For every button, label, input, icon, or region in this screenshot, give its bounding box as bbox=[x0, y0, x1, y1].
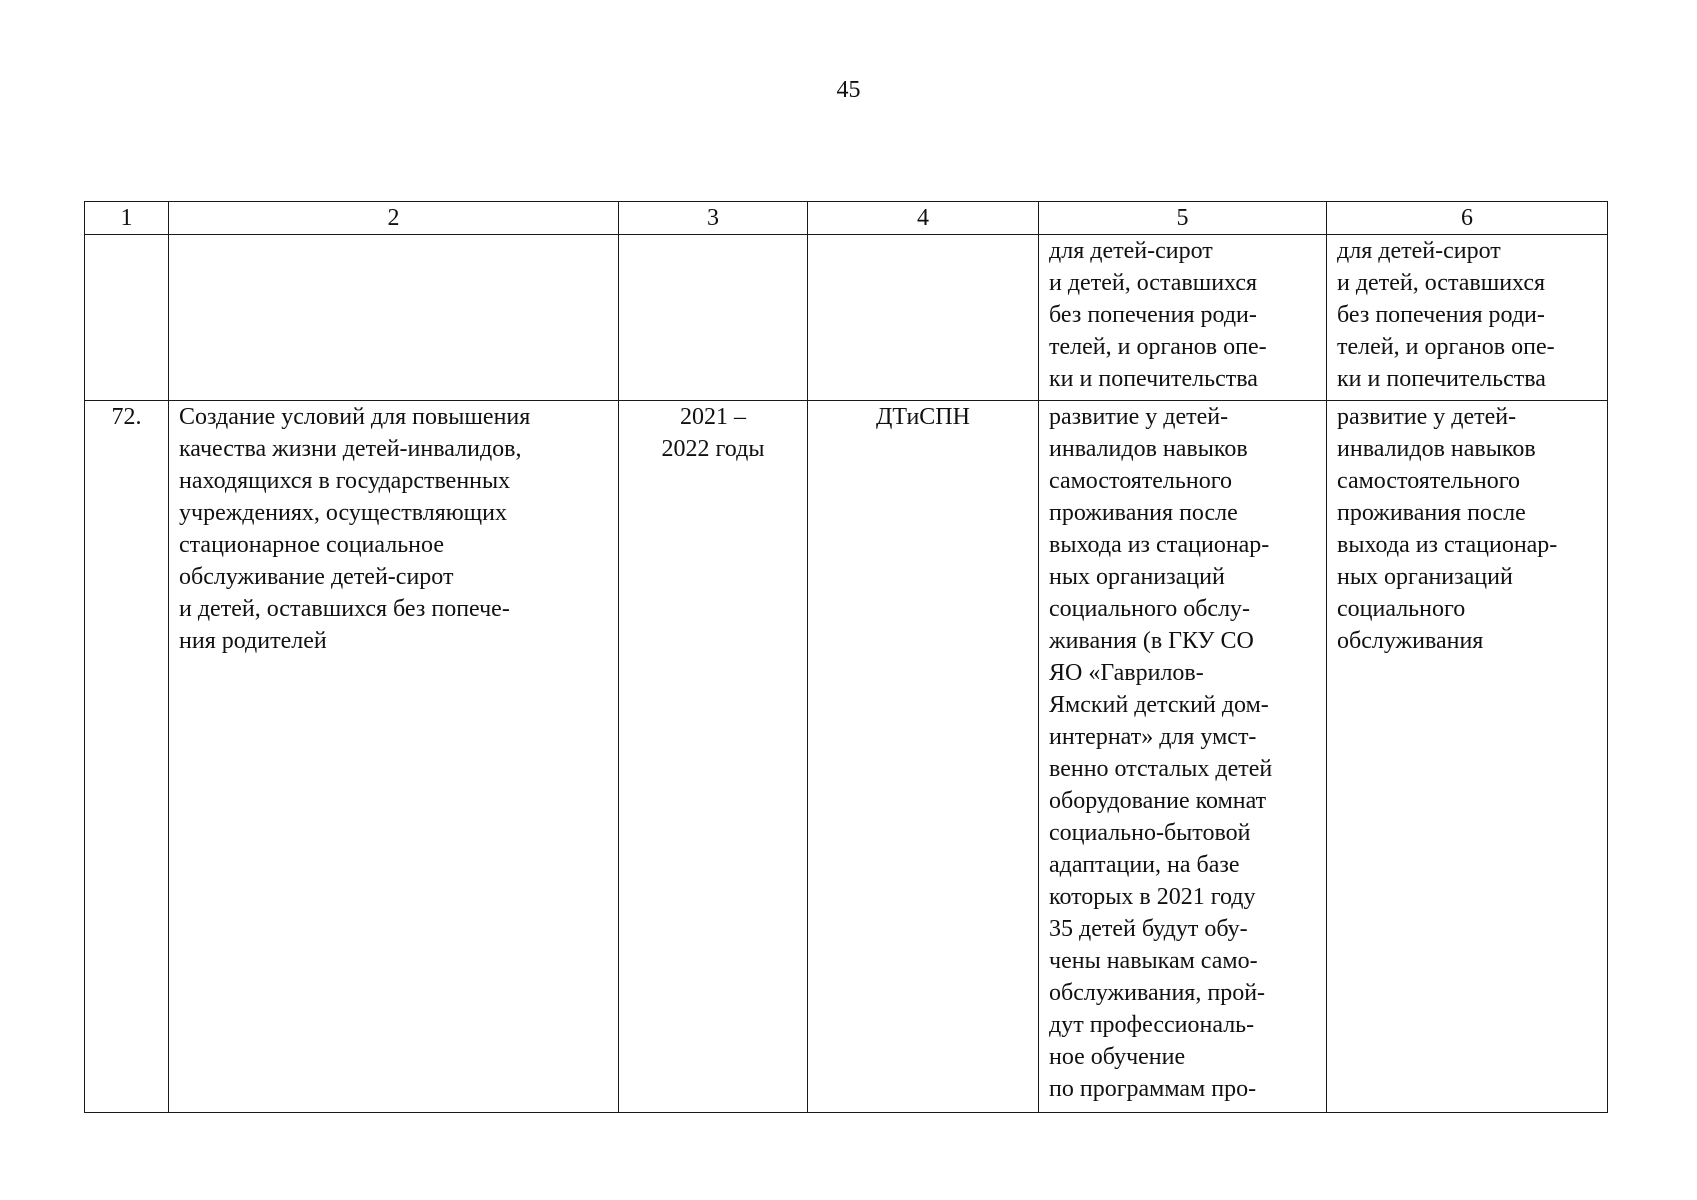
column-header-2: 2 bbox=[169, 202, 619, 235]
column-header-4: 4 bbox=[808, 202, 1039, 235]
measure-title-cell: Создание условий для повышения качества жизни детей-инвалидов, находящихся в государственных учреждениях, осуществляющих стационарное социальное обслуживание детей-сирот и детей, оставшихся без попече- ния родителей bbox=[169, 401, 619, 1113]
empty-cell bbox=[169, 235, 619, 401]
column-header-6: 6 bbox=[1327, 202, 1608, 235]
empty-cell bbox=[808, 235, 1039, 401]
page-number: 45 bbox=[836, 77, 861, 103]
table-row-72 bbox=[85, 401, 1608, 1113]
empty-cell bbox=[619, 235, 808, 401]
measures-table bbox=[84, 201, 1608, 1113]
table-header-row bbox=[85, 202, 1608, 235]
table-row-continuation bbox=[85, 235, 1608, 401]
continuation-result-cell: для детей-сирот и детей, оставшихся без попечения роди- телей, и органов опе- ки и попечительства bbox=[1039, 235, 1327, 401]
row-number-cell: 72. bbox=[85, 401, 169, 1113]
result-cell: развитие у детей- инвалидов навыков самостоятельного проживания после выхода из стационар- ных организаций социального обслу- живания (в ГКУ СО ЯО «Гаврилов- Ямский детский дом- интернат» для умст- венно отсталых детей оборудование комнат социально-бытовой адаптации, на базе которых в 2021 году 35 детей будут обу- чены навыкам само- обслуживания, прой- дут профессиональ- ное обучение по программам про- bbox=[1039, 401, 1327, 1113]
continuation-indicator-cell: для детей-сирот и детей, оставшихся без попечения роди- телей, и органов опе- ки и попечительства bbox=[1327, 235, 1608, 401]
empty-cell bbox=[85, 235, 169, 401]
period-cell: 2021 – 2022 годы bbox=[619, 401, 808, 1113]
column-header-1: 1 bbox=[85, 202, 169, 235]
executor-cell: ДТиСПН bbox=[808, 401, 1039, 1113]
column-header-3: 3 bbox=[619, 202, 808, 235]
indicator-cell: развитие у детей- инвалидов навыков самостоятельного проживания после выхода из стационар- ных организаций социального обслуживания bbox=[1327, 401, 1608, 1113]
column-header-5: 5 bbox=[1039, 202, 1327, 235]
